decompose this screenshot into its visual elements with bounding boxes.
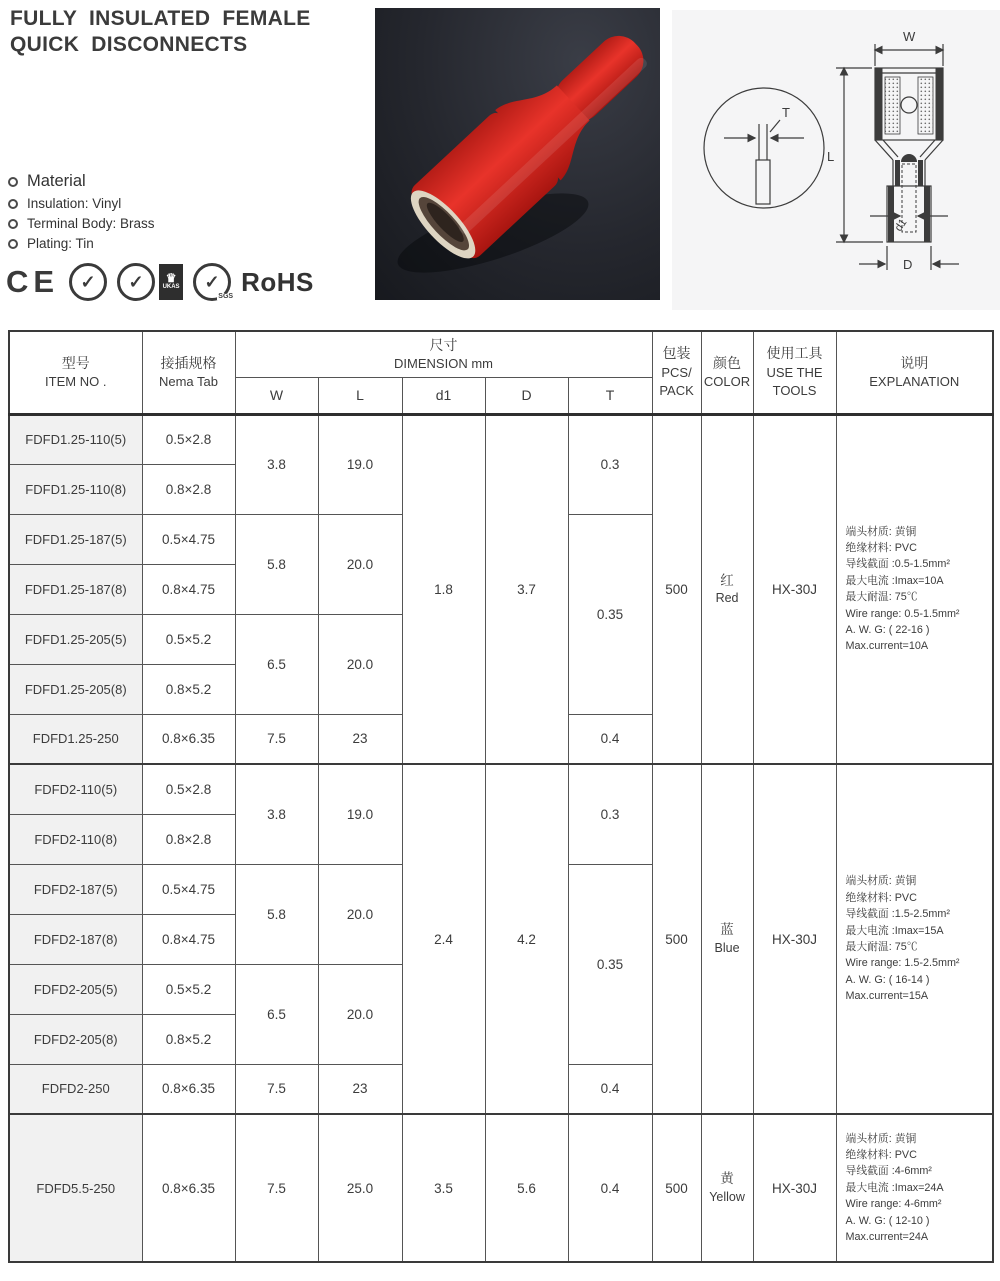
dim-t-cell: 0.35 — [568, 864, 652, 1064]
header-explanation-en: EXPLANATION — [869, 373, 960, 389]
dim-t-cell: 0.35 — [568, 514, 652, 714]
product-photo — [375, 8, 660, 300]
explanation-line: A. W. G: ( 12-10 ) — [845, 1214, 930, 1227]
item-no-cell: FDFD1.25-250 — [9, 714, 142, 764]
header-pack-en1: PCS/ — [661, 364, 692, 380]
header-item-no-en: ITEM NO . — [45, 373, 107, 389]
dim-d-cell: 3.7 — [485, 414, 568, 764]
dim-t-cell: 0.4 — [568, 714, 652, 764]
item-no-cell: FDFD2-250 — [9, 1064, 142, 1114]
item-no-cell: FDFD2-110(5) — [9, 764, 142, 814]
dim-l-cell: 20.0 — [318, 514, 402, 614]
dim-l-cell: 20.0 — [318, 964, 402, 1064]
item-no-cell: FDFD2-205(8) — [9, 1014, 142, 1064]
explanation-line: Max.current=15A — [845, 990, 929, 1003]
dim-l-cell: 20.0 — [318, 614, 402, 714]
nema-tab-cell: 0.5×5.2 — [142, 964, 235, 1014]
dim-label-t: T — [782, 105, 790, 120]
dim-d1-cell: 1.8 — [402, 414, 485, 764]
header-tools-zh: 使用工具 — [766, 345, 823, 362]
sgs-label: SGS — [218, 293, 234, 300]
nema-tab-cell: 0.8×6.35 — [142, 1114, 235, 1262]
sgs-badge-icon — [193, 263, 234, 301]
header-color-zh: 颜色 — [713, 354, 742, 371]
dim-l-cell: 20.0 — [318, 864, 402, 964]
color-name-zh: 蓝 — [720, 922, 734, 938]
nema-tab-cell: 0.8×6.35 — [142, 1064, 235, 1114]
bullet-icon — [8, 199, 18, 209]
ce-mark-icon: CE — [6, 264, 60, 299]
item-no-cell: FDFD1.25-187(5) — [9, 514, 142, 564]
item-no-cell: FDFD2-187(8) — [9, 914, 142, 964]
explanation-line: 绝缘材料: PVC — [845, 542, 917, 555]
explanation-line: Wire range: 0.5-1.5mm² — [845, 607, 960, 620]
tool-cell: HX-30J — [753, 414, 836, 764]
header-nema-tab — [142, 331, 235, 414]
nema-tab-cell: 0.5×4.75 — [142, 864, 235, 914]
ukas-mark-icon — [159, 264, 183, 300]
spec-table — [8, 330, 994, 1263]
header-tools-en1: USE THE — [766, 364, 823, 380]
dim-t-cell: 0.4 — [568, 1064, 652, 1114]
quality-check-badge-icon — [69, 263, 107, 301]
header-nema-en: Nema Tab — [158, 373, 218, 389]
header-pack-zh: 包装 — [662, 345, 691, 362]
red-connector-image — [375, 8, 660, 300]
item-no-cell: FDFD2-205(5) — [9, 964, 142, 1014]
explanation-line: 最大耐温: 75℃ — [845, 591, 918, 604]
nema-tab-cell: 0.5×4.75 — [142, 514, 235, 564]
material-item-label: Plating: Tin — [27, 236, 94, 251]
dim-w-cell: 7.5 — [235, 1114, 318, 1262]
header-dim-l: L — [318, 377, 402, 414]
header-tools — [753, 331, 836, 414]
bullet-icon — [8, 177, 18, 187]
bullet-icon — [8, 239, 18, 249]
page-title-line2: QUICK DISCONNECTS — [10, 32, 248, 56]
tool-cell: HX-30J — [753, 1114, 836, 1262]
nema-tab-cell: 0.5×5.2 — [142, 614, 235, 664]
explanation-line: 最大电流 :Imax=10A — [845, 574, 944, 587]
explanation-line: Wire range: 1.5-2.5mm² — [845, 957, 960, 970]
header-item-no-zh: 型号 — [61, 354, 90, 371]
pack-cell: 500 — [652, 414, 701, 764]
nema-tab-cell: 0.8×5.2 — [142, 1014, 235, 1064]
explanation-cell — [836, 764, 993, 1114]
color-cell — [701, 764, 753, 1114]
material-item — [8, 216, 155, 231]
certification-marks — [6, 260, 314, 304]
explanation-line: A. W. G: ( 16-14 ) — [845, 973, 930, 986]
page-title-line1: FULLY INSULATED FEMALE — [10, 7, 311, 30]
header-nema-zh: 接插规格 — [160, 354, 217, 371]
rohs-mark: RoHS — [241, 266, 314, 297]
header-dim-d: D — [485, 377, 568, 414]
explanation-line: 最大耐温: 75℃ — [845, 941, 918, 953]
material-item — [8, 196, 155, 211]
explanation-line: Max.current=10A — [845, 640, 929, 653]
color-cell — [701, 1114, 753, 1262]
explanation-line: A. W. G: ( 22-16 ) — [845, 624, 930, 637]
header-dim-t: T — [568, 377, 652, 414]
dim-w-cell: 3.8 — [235, 414, 318, 514]
nema-tab-cell: 0.8×4.75 — [142, 914, 235, 964]
explanation-line: Max.current=24A — [845, 1231, 929, 1244]
tool-cell: HX-30J — [753, 764, 836, 1114]
dim-label-w: W — [903, 29, 916, 44]
dim-l-cell: 23 — [318, 714, 402, 764]
explanation-line: 导线截面 :4-6mm² — [845, 1165, 932, 1178]
nema-tab-cell: 0.8×2.8 — [142, 814, 235, 864]
material-item — [8, 236, 155, 251]
nema-tab-cell: 0.8×5.2 — [142, 664, 235, 714]
materials-list — [8, 172, 155, 256]
header-dimension — [235, 331, 652, 377]
dim-d-cell: 5.6 — [485, 1114, 568, 1262]
color-name-zh: 红 — [720, 572, 734, 588]
nema-tab-cell: 0.8×2.8 — [142, 464, 235, 514]
spec-table-header — [9, 331, 993, 414]
explanation-line: Wire range: 4-6mm² — [845, 1198, 942, 1211]
dim-l-cell: 23 — [318, 1064, 402, 1114]
nema-tab-cell: 0.5×2.8 — [142, 764, 235, 814]
dim-w-cell: 7.5 — [235, 714, 318, 764]
dim-t-cell: 0.3 — [568, 414, 652, 514]
nema-tab-cell: 0.5×2.8 — [142, 414, 235, 464]
item-no-cell: FDFD5.5-250 — [9, 1114, 142, 1262]
header-pack — [652, 331, 701, 414]
spec-table-body — [9, 414, 993, 1262]
explanation-line: 绝缘材料: PVC — [845, 891, 917, 904]
dim-t-cell: 0.3 — [568, 764, 652, 864]
explanation-line: 最大电流 :Imax=15A — [845, 924, 944, 937]
item-no-cell: FDFD1.25-205(5) — [9, 614, 142, 664]
table-row — [9, 1114, 993, 1262]
materials-heading: Material — [27, 172, 86, 190]
check-icon: ✓ — [204, 271, 220, 292]
item-no-cell: FDFD1.25-187(8) — [9, 564, 142, 614]
item-no-cell: FDFD1.25-205(8) — [9, 664, 142, 714]
header-color-en: COLOR — [703, 373, 751, 389]
header-explanation-zh: 说明 — [900, 354, 929, 371]
table-row — [9, 764, 993, 814]
color-name-en: Red — [715, 590, 739, 605]
header-dimension-zh: 尺寸 — [429, 336, 458, 353]
color-name-en: Blue — [714, 940, 740, 955]
bullet-icon — [8, 219, 18, 229]
dim-l-cell: 19.0 — [318, 414, 402, 514]
explanation-line: 端头材质: 黄铜 — [845, 525, 917, 538]
pack-cell: 500 — [652, 1114, 701, 1262]
iso-badge-icon — [117, 263, 155, 301]
dim-w-cell: 3.8 — [235, 764, 318, 864]
dim-label-d: D — [903, 257, 913, 272]
header-dimension-en: DIMENSION mm — [394, 355, 493, 371]
nema-tab-cell: 0.8×4.75 — [142, 564, 235, 614]
dim-l-cell: 19.0 — [318, 764, 402, 864]
dimension-drawing — [672, 10, 1000, 310]
dim-l-cell: 25.0 — [318, 1114, 402, 1262]
explanation-line: 绝缘材料: PVC — [845, 1148, 917, 1161]
dim-w-cell: 5.8 — [235, 864, 318, 964]
item-no-cell: FDFD2-187(5) — [9, 864, 142, 914]
explanation-line: 导线截面 :0.5-1.5mm² — [845, 558, 950, 571]
explanation-line: 导线截面 :1.5-2.5mm² — [845, 908, 950, 921]
dim-d1-cell: 2.4 — [402, 764, 485, 1114]
header-dim-w: W — [235, 377, 318, 414]
check-icon: ✓ — [128, 271, 144, 292]
color-cell — [701, 414, 753, 764]
technical-diagram — [672, 10, 1000, 310]
explanation-cell — [836, 414, 993, 764]
item-no-cell: FDFD1.25-110(8) — [9, 464, 142, 514]
header-dim-d1: d1 — [402, 377, 485, 414]
dim-w-cell: 6.5 — [235, 614, 318, 714]
dim-label-d1: d1 — [892, 216, 910, 234]
dim-label-l: L — [827, 149, 835, 164]
table-row — [9, 414, 993, 464]
explanation-line: 最大电流 :Imax=24A — [845, 1181, 944, 1194]
header-item-no — [9, 331, 142, 414]
dim-w-cell: 5.8 — [235, 514, 318, 614]
color-name-en: Yellow — [709, 1189, 745, 1204]
crown-icon: ♛ — [165, 271, 177, 286]
explanation-cell — [836, 1114, 993, 1262]
header-explanation — [836, 331, 993, 414]
nema-tab-cell: 0.8×6.35 — [142, 714, 235, 764]
dim-w-cell: 7.5 — [235, 1064, 318, 1114]
dim-w-cell: 6.5 — [235, 964, 318, 1064]
explanation-line: 端头材质: 黄铜 — [845, 875, 917, 888]
header-pack-en2: PACK — [659, 383, 694, 399]
ukas-label: UKAS — [162, 284, 180, 291]
pack-cell: 500 — [652, 764, 701, 1114]
material-item-label: Insulation: Vinyl — [27, 196, 122, 211]
check-icon: ✓ — [80, 271, 96, 292]
top-section — [0, 0, 1000, 322]
material-item-label: Terminal Body: Brass — [27, 216, 155, 231]
item-no-cell: FDFD1.25-110(5) — [9, 414, 142, 464]
materials-heading-row — [8, 172, 155, 191]
color-name-zh: 黄 — [720, 1171, 734, 1187]
explanation-line: 端头材质: 黄铜 — [845, 1132, 917, 1145]
dim-d1-cell: 3.5 — [402, 1114, 485, 1262]
header-color — [701, 331, 753, 414]
header-tools-en2: TOOLS — [772, 383, 817, 399]
page-title — [10, 6, 311, 57]
dim-d-cell: 4.2 — [485, 764, 568, 1114]
dim-t-cell: 0.4 — [568, 1114, 652, 1262]
item-no-cell: FDFD2-110(8) — [9, 814, 142, 864]
